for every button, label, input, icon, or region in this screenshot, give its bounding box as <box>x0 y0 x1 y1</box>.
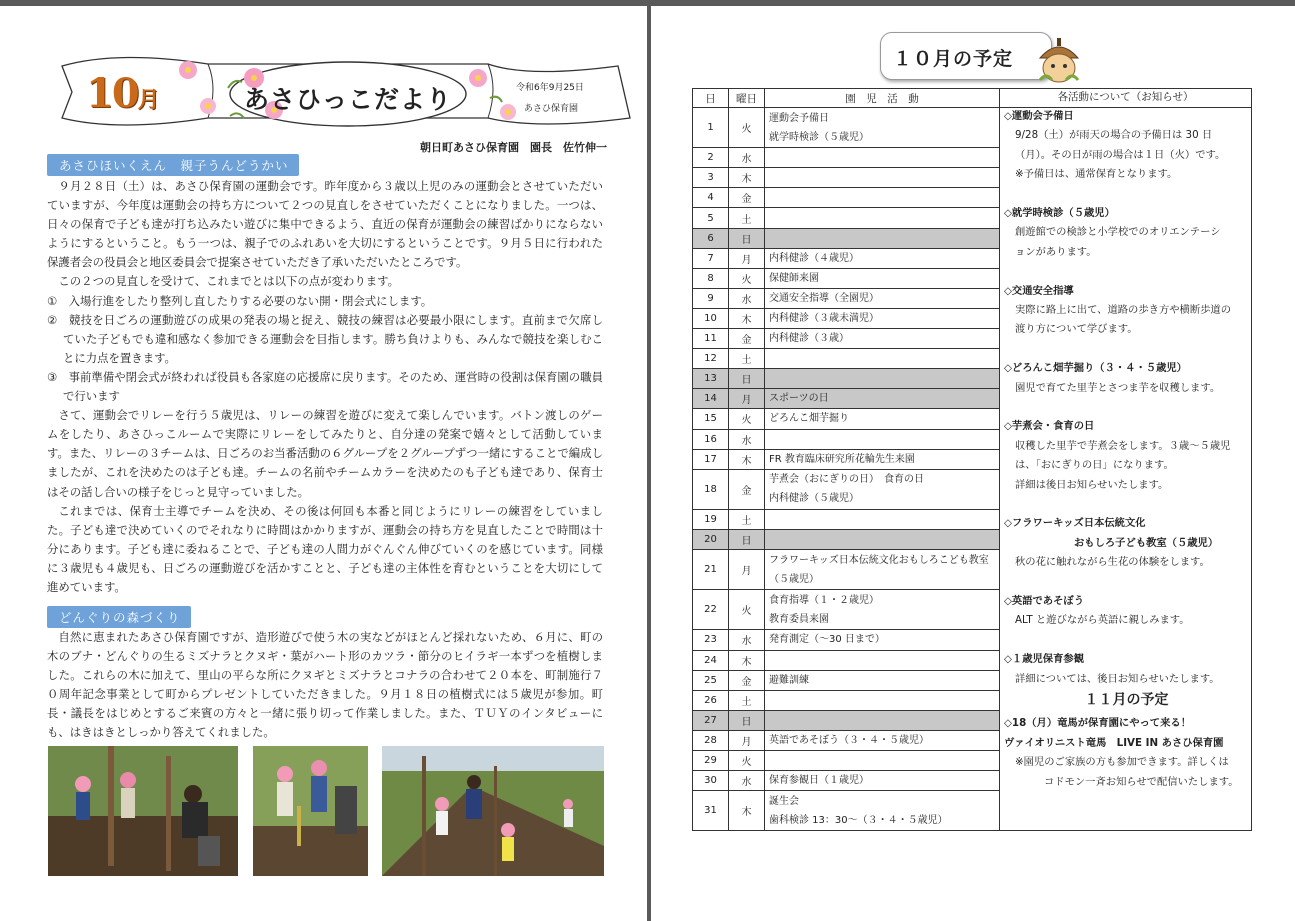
activity-cell <box>765 308 1000 328</box>
note-heading: おもしろ子ども教室（５歳児） <box>1074 536 1219 549</box>
photo-tree-planting-3 <box>382 746 604 876</box>
day-cell: 30 <box>693 771 729 791</box>
weekday-cell: 月 <box>729 550 765 590</box>
activity-cell <box>765 409 1000 429</box>
issue-date: 令和6年9月25日 <box>516 83 584 93</box>
list-item: ① 入場行進をしたり整列し直したりする必要のない開・閉会式にします。 <box>47 293 433 308</box>
activity-text: 誕生会 <box>769 795 799 807</box>
note-text: ALT と遊びながら英語に親しみます。 <box>1015 614 1190 627</box>
list-item: ② 競技を日ごろの運動遊びの成果の発表の場と捉え、競技の練習は必要最小限にします。直前まで欠席していた子どもでも違和感なく参加できる運動会を目指します。勝ち負けよりも、みんなで競技を楽しむことに力点を置きます。 <box>47 312 603 365</box>
note-text: ※予備日は、通常保育となります。 <box>1015 168 1178 181</box>
note-text: 実際に路上に出て、道路の歩き方や横断歩道の <box>1015 304 1232 317</box>
activity-cell <box>765 248 1000 268</box>
note-heading: ◇芋煮会・食育の日 <box>1004 420 1095 433</box>
activity-text: 発育測定（～30 日まで） <box>769 634 885 646</box>
day-cell: 14 <box>693 389 729 409</box>
activity-text: 就学時検診（５歳児） <box>769 131 869 143</box>
note-heading: ◇就学時検診（５歳児） <box>1004 207 1115 220</box>
activity-cell <box>765 208 1000 228</box>
day-cell: 8 <box>693 268 729 288</box>
day-cell: 1 <box>693 108 729 148</box>
paragraph: さて、運動会でリレーを行う５歳児は、リレーの練習を遊びに変えて楽しんでいます。バトン渡しのゲームをしたり、あさひっこルームで実際にリレーをしてみたりと、自分達の発案で嬉々として活動しています。また、リレーの３チームは、日ごろのお当番活動の６グループを２グループずつ一緒にすることで編成しましたが、これを決めたのは子ども達。チームの名前やチームカラーを決めたのも子ども達であり、保育士はその話し合いの様子をじっと見守っていました。 <box>47 408 603 499</box>
note-text: ※園児のご家族の方も参加できます。詳しくは <box>1015 756 1229 769</box>
note-text: 園児で育てた里芋とさつま芋を収穫します。 <box>1015 381 1221 394</box>
day-cell: 12 <box>693 349 729 369</box>
paragraph: 自然に恵まれたあさひ保育園ですが、造形遊びで使う木の実などがほとんど採れないため、６月に、町の木のブナ・どんぐりの生るミズナラとクヌギ・葉がハート形のカツラ・節分のヒイラギ一本ずつを植樹しました。これらの木に加えて、里山の平らな所にクヌギとミズナラとコナラの合わせて２０本を、町制施行７０周年記念事業として町からプレゼントしていただきました。９月１８日の植樹式には５歳児が参加。町長・議長をはじめとするご来賓の方々と一緒に張り切って作業しました。また、ＴＵＹのインタビューにも、はきはきとしっかり答えてくれました。 <box>47 630 603 740</box>
activity-cell <box>765 590 1000 630</box>
acorn-character-icon <box>1034 36 1084 84</box>
schedule-title: １０月の予定 <box>893 48 1014 70</box>
day-cell: 2 <box>693 148 729 168</box>
note-heading: ◇18（月）竜馬が保育園にやって来る！ <box>1004 717 1191 730</box>
activity-cell <box>765 148 1000 168</box>
note-heading: ◇フラワーキッズ日本伝統文化 <box>1004 517 1146 530</box>
activity-cell <box>765 268 1000 288</box>
weekday-cell: 土 <box>729 509 765 529</box>
weekday-cell: 水 <box>729 288 765 308</box>
activity-cell <box>765 650 1000 670</box>
weekday-cell: 日 <box>729 710 765 730</box>
weekday-cell: 火 <box>729 751 765 771</box>
note-heading: ◇１歳児保育参観 <box>1004 653 1084 666</box>
activity-text: 内科健診（３歳未満児） <box>769 312 879 324</box>
newsletter-title: あさひっこだより <box>244 85 453 114</box>
day-cell: 20 <box>693 529 729 549</box>
day-cell: 31 <box>693 791 729 831</box>
day-cell: 29 <box>693 751 729 771</box>
article-acorn-forest <box>47 628 603 743</box>
weekday-cell: 土 <box>729 208 765 228</box>
activity-cell <box>765 369 1000 389</box>
day-cell: 27 <box>693 710 729 730</box>
note-text: 詳細は後日お知らせいたします。 <box>1015 478 1169 491</box>
weekday-cell: 水 <box>729 148 765 168</box>
day-cell: 22 <box>693 590 729 630</box>
day-cell: 24 <box>693 650 729 670</box>
photo-tree-planting-1 <box>48 746 238 876</box>
activity-text: 教育委員来園 <box>769 613 829 625</box>
weekday-cell: 金 <box>729 329 765 349</box>
day-cell: 4 <box>693 188 729 208</box>
weekday-cell: 金 <box>729 188 765 208</box>
paragraph: この２つの見直しを受けて、これまでとは以下の点が変わります。 <box>58 274 399 289</box>
activity-text: スポーツの日 <box>769 393 829 405</box>
day-cell: 15 <box>693 409 729 429</box>
day-cell: 19 <box>693 509 729 529</box>
header-activity: 園 児 活 動 <box>765 89 1000 108</box>
activity-cell <box>765 429 1000 449</box>
note-heading: ◇運動会予備日 <box>1004 110 1074 122</box>
section-heading-sports-day: あさひほいくえん 親子うんどうかい <box>47 154 299 176</box>
day-cell: 18 <box>693 469 729 509</box>
schedule-title-box <box>880 32 1052 80</box>
note-text: （月）。その日が雨の場合は１日（火）です。 <box>1015 148 1226 161</box>
weekday-cell: 金 <box>729 469 765 509</box>
header-day: 日 <box>693 89 729 108</box>
right-page <box>651 6 1295 921</box>
day-cell: 23 <box>693 630 729 650</box>
paragraph: ９月２８日（土）は、あさひ保育園の運動会です。昨年度から３歳以上児のみの運動会とさせていただいていますが、今年度は運動会の持ち方について２つの見直しをさせていただくことになりました。一つは、日々の保育で子ども達が打ち込みたい遊びに集中できるよう、直近の保育が運動会の練習ばかりにならないようにするということ。もう一つは、親子でのふれあいを大切にするということです。９月５日に行われた保護者会の役員会と地区委員会で提案させていただき了承いただいたところです。 <box>47 179 603 270</box>
school-name: あさひ保育園 <box>524 104 579 114</box>
weekday-cell: 水 <box>729 771 765 791</box>
activity-cell <box>765 791 1000 831</box>
activity-cell <box>765 449 1000 469</box>
november-title: １１月の予定 <box>1084 692 1169 709</box>
activity-text: どろんこ畑芋掘り <box>769 413 849 425</box>
month-number: 10月 <box>86 70 158 117</box>
activity-cell <box>765 690 1000 710</box>
day-cell: 28 <box>693 730 729 750</box>
day-cell: 9 <box>693 288 729 308</box>
weekday-cell: 日 <box>729 228 765 248</box>
activity-cell <box>765 630 1000 650</box>
activity-cell <box>765 670 1000 690</box>
day-cell: 17 <box>693 449 729 469</box>
photo-tree-planting-2 <box>253 746 368 876</box>
activity-text: 英語であそぼう（３・４・５歳児） <box>769 734 929 746</box>
weekday-cell: 日 <box>729 369 765 389</box>
day-cell: 6 <box>693 228 729 248</box>
weekday-cell: 土 <box>729 690 765 710</box>
activity-text: 交通安全指導（全園児） <box>769 292 879 304</box>
activity-cell <box>765 550 1000 590</box>
weekday-cell: 月 <box>729 730 765 750</box>
header-notes: 各活動について（お知らせ） <box>1000 89 1252 108</box>
note-heading: ◇交通安全指導 <box>1004 284 1074 297</box>
activity-text: 内科健診（５歳児） <box>769 493 859 505</box>
weekday-cell: 木 <box>729 308 765 328</box>
activity-text: 保育参観日（１歳児） <box>769 775 869 787</box>
notes-column <box>1004 107 1249 792</box>
day-cell: 16 <box>693 429 729 449</box>
section-heading-acorn-forest: どんぐりの森づくり <box>47 606 191 628</box>
note-text: 渡り方について学びます。 <box>1015 323 1138 336</box>
activity-cell <box>765 509 1000 529</box>
weekday-cell: 木 <box>729 791 765 831</box>
day-cell: 3 <box>693 168 729 188</box>
weekday-cell: 水 <box>729 630 765 650</box>
header-weekday: 曜日 <box>729 89 765 108</box>
weekday-cell: 木 <box>729 168 765 188</box>
note-text: ョンがあります。 <box>1015 245 1097 258</box>
day-cell: 10 <box>693 308 729 328</box>
activity-text: フラワーキッズ日本伝統文化おもしろこども教室 <box>769 554 989 566</box>
activity-cell <box>765 389 1000 409</box>
article-sports-day <box>47 177 603 597</box>
activity-cell <box>765 751 1000 771</box>
note-text: 創遊館での検診と小学校でのオリエンテーシ <box>1015 226 1221 239</box>
weekday-cell: 火 <box>729 108 765 148</box>
day-cell: 26 <box>693 690 729 710</box>
activity-cell <box>765 288 1000 308</box>
weekday-cell: 月 <box>729 248 765 268</box>
day-cell: 5 <box>693 208 729 228</box>
note-heading: ヴァイオリニスト竜馬 LIVE IN あさひ保育園 <box>1004 736 1224 749</box>
day-cell: 7 <box>693 248 729 268</box>
activity-cell <box>765 108 1000 148</box>
weekday-cell: 土 <box>729 349 765 369</box>
activity-cell <box>765 771 1000 791</box>
activity-text: 歯科検診 13：30～（３・４・５歳児） <box>769 814 948 826</box>
activity-cell <box>765 469 1000 509</box>
activity-text: （５歳児） <box>769 573 819 585</box>
weekday-cell: 金 <box>729 670 765 690</box>
day-cell: 11 <box>693 329 729 349</box>
weekday-cell: 月 <box>729 389 765 409</box>
activity-text: 芋煮会（おにぎりの日） 食育の日 <box>769 474 924 486</box>
activity-cell <box>765 228 1000 248</box>
note-text: コドモン一斉お知らせで配信いたします。 <box>1044 775 1239 788</box>
note-heading: ◇どろんこ畑芋掘り（３・４・５歳児） <box>1004 362 1187 375</box>
weekday-cell: 木 <box>729 650 765 670</box>
left-page <box>0 6 647 921</box>
activity-text: 内科健診（４歳児） <box>769 252 859 264</box>
principal-line: 朝日町あさひ保育園 園長 佐竹伸一 <box>420 141 607 154</box>
weekday-cell: 火 <box>729 590 765 630</box>
note-text: 秋の花に触れながら生花の体験をします。 <box>1015 556 1210 569</box>
table-header-row <box>693 89 1252 108</box>
activity-text: 避難訓練 <box>769 674 809 686</box>
activity-cell <box>765 710 1000 730</box>
day-cell: 25 <box>693 670 729 690</box>
activity-text: 内科健診（３歳） <box>769 333 849 345</box>
weekday-cell: 火 <box>729 268 765 288</box>
list-item: ③ 事前準備や閉会式が終われば役員も各家庭の応援席に戻ります。そのため、運営時の役割は保育園の職員で行います <box>47 369 603 404</box>
weekday-cell: 火 <box>729 409 765 429</box>
activity-cell <box>765 329 1000 349</box>
activity-text: 運動会予備日 <box>769 112 829 124</box>
activity-cell <box>765 188 1000 208</box>
activity-cell <box>765 730 1000 750</box>
note-text: 9/28（土）が雨天の場合の予備日は 30 日 <box>1015 129 1213 142</box>
day-cell: 13 <box>693 369 729 389</box>
activity-text: FR 教育臨床研究所花輪先生来園 <box>769 453 915 465</box>
note-text: 収穫した里芋で芋煮会をします。３歳～５歳児 <box>1015 439 1231 452</box>
note-heading: ◇英語であそぼう <box>1004 595 1084 608</box>
note-text: は、「おにぎりの日」になります。 <box>1015 459 1174 472</box>
paragraph: これまでは、保育士主導でチームを決め、その後は何回も本番と同じようにリレーの練習をしていました。子ども達で決めていくのでそれなりに時間はかかりますが、運動会の持ち方を見直したことで時間は十分にあります。子ども達に委ねることで、子ども達の人間力がぐんぐん伸びていくのを感じています。同様に３歳児も４歳児も、日ごろの運動遊びを活かすことと、子ども達の主体性を育むということを大切にして進めています。 <box>47 503 603 594</box>
weekday-cell: 日 <box>729 529 765 549</box>
weekday-cell: 水 <box>729 429 765 449</box>
note-text: 詳細については、後日お知らせいたします。 <box>1015 672 1220 685</box>
activity-text: 食育指導（１・２歳児） <box>769 594 879 606</box>
activity-cell <box>765 529 1000 549</box>
activity-text: 保健師来園 <box>769 272 819 284</box>
activity-cell <box>765 168 1000 188</box>
activity-cell <box>765 349 1000 369</box>
weekday-cell: 木 <box>729 449 765 469</box>
day-cell: 21 <box>693 550 729 590</box>
